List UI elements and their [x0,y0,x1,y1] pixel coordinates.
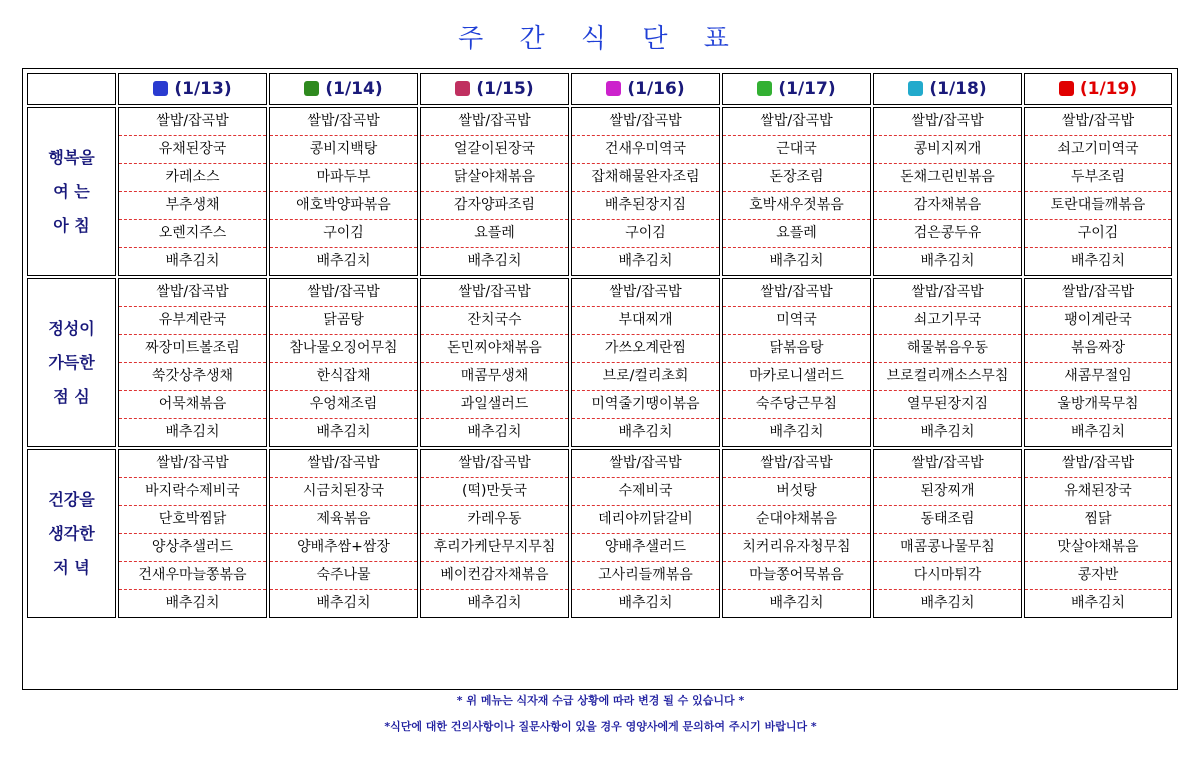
dinner-day-7-cell [1024,449,1172,618]
menu-item: 배추김치 [165,253,220,269]
day-date-label: (1/19) [1079,79,1138,99]
menu-item: 유부계란국 [119,307,266,335]
menu-item: 마파두부 [270,164,417,192]
lunch-day-1-cell [118,278,267,447]
meal-label-line: 여 는 [53,181,90,201]
menu-item: 쌀밥/잡곡밥 [119,279,266,307]
breakfast-row [27,107,1172,276]
breakfast-day-5-cell [722,107,871,276]
menu-item: 숙주나물 [270,562,417,590]
menu-item: 한식잡채 [270,363,417,391]
meal-label-line: 저 녁 [53,557,90,577]
menu-item: 미역줄기땡이볶음 [572,391,719,419]
menu-item: 얼갈이된장국 [421,136,568,164]
menu-item: 쌀밥/잡곡밥 [572,279,719,307]
meal-label-line: 행복을 [48,147,95,167]
menu-item: 배추김치 [467,253,522,269]
menu-item: 유채된장국 [1025,478,1171,506]
menu-item: 단호박찜닭 [119,506,266,534]
menu-item: 가쓰오계란찜 [572,335,719,363]
menu-item: 어묵채볶음 [119,391,266,419]
day-header-3 [420,73,569,105]
lunch-label [27,278,116,447]
dinner-day-2-cell [269,449,418,618]
menu-item: 오렌지주스 [119,220,266,248]
day-date-label: (1/18) [929,79,987,99]
day-header-6 [873,73,1022,105]
lunch-day-3-cell [420,278,569,447]
menu-item: 쇠고기미역국 [1025,136,1171,164]
menu-item: 콩비지백탕 [270,136,417,164]
menu-table-frame [22,68,1178,690]
menu-item: 버섯탕 [723,478,870,506]
meal-label-line: 생각한 [48,523,95,543]
menu-item: 배추김치 [769,424,824,440]
menu-item: 애호박양파볶음 [270,192,417,220]
day-date-label: (1/16) [627,79,685,99]
menu-item: 잔치국수 [421,307,568,335]
menu-item: 요플레 [421,220,568,248]
menu-item: 쌀밥/잡곡밥 [874,108,1021,136]
menu-item: 쌀밥/잡곡밥 [1025,450,1171,478]
menu-item: 닭살야채볶음 [421,164,568,192]
menu-item: 미역국 [723,307,870,335]
menu-item: 팽이계란국 [1025,307,1171,335]
day-header-7 [1024,73,1172,105]
menu-item: 배추김치 [165,595,220,611]
menu-item: 마늘쫑어묵볶음 [723,562,870,590]
menu-item: 찜닭 [1025,506,1171,534]
menu-item: 쌀밥/잡곡밥 [572,108,719,136]
menu-item: 두부조림 [1025,164,1171,192]
menu-item: 해물볶음우동 [874,335,1021,363]
menu-item: 쇠고기무국 [874,307,1021,335]
menu-item: 쌀밥/잡곡밥 [421,279,568,307]
menu-item: 배추김치 [165,424,220,440]
menu-item: 닭곰탕 [270,307,417,335]
dinner-label [27,449,116,618]
dinner-day-5-cell [722,449,871,618]
menu-item: 쌀밥/잡곡밥 [874,279,1021,307]
menu-item: 브로컬리깨소스무침 [874,363,1021,391]
breakfast-day-6-cell [873,107,1022,276]
sat-icon [908,81,923,96]
menu-item: 브로/컬리초회 [572,363,719,391]
menu-item: 쌀밥/잡곡밥 [874,450,1021,478]
menu-item: 쌀밥/잡곡밥 [572,450,719,478]
menu-item: 닭볶음탕 [723,335,870,363]
tue-icon [304,81,319,96]
menu-item: 부추생채 [119,192,266,220]
menu-item: 콩비지찌개 [874,136,1021,164]
menu-item: 양상추샐러드 [119,534,266,562]
menu-item: 배추김치 [920,424,975,440]
meal-label-line: 정성이 [48,318,95,338]
fri-icon [757,81,772,96]
meal-label-line: 아 침 [53,215,90,235]
menu-item: 배추김치 [618,595,673,611]
dinner-day-3-cell [420,449,569,618]
menu-item: 토란대들깨볶음 [1025,192,1171,220]
day-header-5 [722,73,871,105]
menu-item: 쌀밥/잡곡밥 [270,108,417,136]
menu-item: 쌀밥/잡곡밥 [421,450,568,478]
day-date-label: (1/15) [476,79,534,99]
menu-item: 콩자반 [1025,562,1171,590]
menu-item: 매콤무생채 [421,363,568,391]
breakfast-day-4-cell [571,107,720,276]
day-date-label: (1/14) [325,79,383,99]
menu-item: 유채된장국 [119,136,266,164]
dinner-day-6-cell [873,449,1022,618]
menu-item: 배추김치 [920,253,975,269]
menu-item: 배추김치 [316,253,371,269]
day-header-4 [571,73,720,105]
menu-item: 수제비국 [572,478,719,506]
menu-item: 배추김치 [769,253,824,269]
menu-item: 양배추샐러드 [572,534,719,562]
menu-item: 요플레 [723,220,870,248]
meal-label-line: 건강을 [48,489,95,509]
menu-item: 시금치된장국 [270,478,417,506]
menu-item: 쌀밥/잡곡밥 [119,108,266,136]
menu-item: 고사리들깨볶음 [572,562,719,590]
menu-item: 쌀밥/잡곡밥 [421,108,568,136]
menu-item: 쌀밥/잡곡밥 [723,450,870,478]
menu-item: (떡)만둣국 [421,478,568,506]
sun-icon [1059,81,1074,96]
note-supply-change: * 위 메뉴는 식자재 수급 상황에 따라 변경 될 수 있습니다 * [456,694,745,707]
menu-item: 맛살야채볶음 [1025,534,1171,562]
menu-item: 과일샐러드 [421,391,568,419]
menu-item: 쌀밥/잡곡밥 [723,279,870,307]
corner-cell [27,73,116,105]
menu-item: 데리야끼닭갈비 [572,506,719,534]
menu-item: 쌀밥/잡곡밥 [270,279,417,307]
menu-item: 감자채볶음 [874,192,1021,220]
menu-item: 쌀밥/잡곡밥 [1025,279,1171,307]
lunch-day-5-cell [722,278,871,447]
lunch-row [27,278,1172,447]
menu-item: 근대국 [723,136,870,164]
menu-item: 다시마튀각 [874,562,1021,590]
breakfast-day-3-cell [420,107,569,276]
day-date-label: (1/13) [174,79,232,99]
lunch-day-2-cell [269,278,418,447]
menu-item: 구이김 [1025,220,1171,248]
menu-item: 건새우마늘쫑볶음 [119,562,266,590]
menu-item: 열무된장지짐 [874,391,1021,419]
menu-item: 배추김치 [920,595,975,611]
menu-item: 후리가케단무지무침 [421,534,568,562]
lunch-day-4-cell [571,278,720,447]
menu-item: 숙주당근무침 [723,391,870,419]
menu-item: 양배추쌈+쌈장 [270,534,417,562]
menu-item: 쑥갓상추생채 [119,363,266,391]
breakfast-day-7-cell [1024,107,1172,276]
day-date-label: (1/17) [778,79,836,99]
menu-item: 카레소스 [119,164,266,192]
weekly-menu-table [25,71,1174,620]
menu-item: 바지락수제비국 [119,478,266,506]
menu-item: 쌀밥/잡곡밥 [270,450,417,478]
wed-icon [455,81,470,96]
menu-item: 돈민찌야채볶음 [421,335,568,363]
menu-item: 치커리유자청무침 [723,534,870,562]
menu-item: 구이김 [572,220,719,248]
menu-item: 베이컨감자채볶음 [421,562,568,590]
menu-item: 배추김치 [316,595,371,611]
menu-item: 돈채그린빈볶음 [874,164,1021,192]
meal-label-line: 점 심 [53,386,90,406]
dinner-day-4-cell [571,449,720,618]
menu-item: 배추김치 [1070,424,1126,440]
day-header-1 [118,73,267,105]
menu-item: 감자양파조림 [421,192,568,220]
menu-item: 호박새우젓볶음 [723,192,870,220]
menu-item: 배추김치 [618,253,673,269]
menu-item: 쌀밥/잡곡밥 [723,108,870,136]
menu-item: 볶음짜장 [1025,335,1171,363]
breakfast-day-2-cell [269,107,418,276]
page-title: 주 간 식 단 표 [458,24,743,54]
day-header-2 [269,73,418,105]
menu-item: 쌀밥/잡곡밥 [119,450,266,478]
dinner-row [27,449,1172,618]
menu-item: 구이김 [270,220,417,248]
lunch-day-6-cell [873,278,1022,447]
menu-item: 우엉채조림 [270,391,417,419]
menu-item: 제육볶음 [270,506,417,534]
mon-icon [153,81,168,96]
menu-item: 배추김치 [618,424,673,440]
menu-item: 배추김치 [467,424,522,440]
menu-item: 배추김치 [467,595,522,611]
dinner-day-1-cell [118,449,267,618]
menu-item: 카레우동 [421,506,568,534]
menu-item: 배추김치 [1070,253,1126,269]
menu-item: 건새우미역국 [572,136,719,164]
thu-icon [606,81,621,96]
menu-item: 참나물오징어무침 [270,335,417,363]
menu-item: 배추김치 [316,424,371,440]
menu-item: 된장찌개 [874,478,1021,506]
menu-item: 순대야채볶음 [723,506,870,534]
meal-label-line: 가득한 [48,352,95,372]
menu-item: 새콤무절임 [1025,363,1171,391]
menu-item: 부대찌개 [572,307,719,335]
menu-item: 돈장조림 [723,164,870,192]
menu-item: 매콤콩나물무침 [874,534,1021,562]
menu-item: 배추된장지짐 [572,192,719,220]
menu-item: 검은콩두유 [874,220,1021,248]
note-inquiry: *식단에 대한 건의사항이나 질문사항이 있을 경우 영양사에게 문의하여 주시기 바랍니다 * [384,720,817,733]
lunch-day-7-cell [1024,278,1172,447]
menu-item: 울방개묵무침 [1025,391,1171,419]
menu-item: 동태조림 [874,506,1021,534]
menu-item: 쌀밥/잡곡밥 [1025,108,1171,136]
menu-item: 배추김치 [769,595,824,611]
day-header-row [27,73,1172,105]
breakfast-day-1-cell [118,107,267,276]
menu-item: 잡채해물완자조림 [572,164,719,192]
menu-item: 배추김치 [1070,595,1126,611]
menu-item: 마카로니샐러드 [723,363,870,391]
breakfast-label [27,107,116,276]
menu-item: 짜장미트볼조림 [119,335,266,363]
